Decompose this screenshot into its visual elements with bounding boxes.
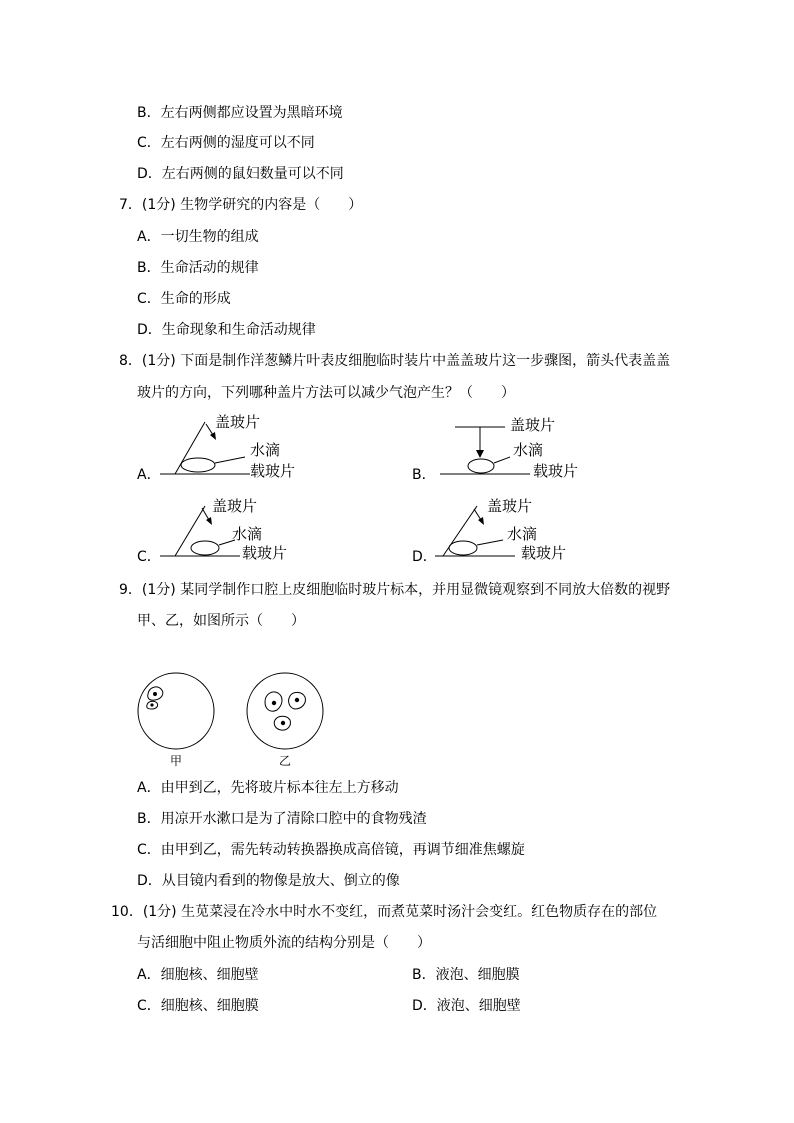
q8-option-b-letter: B． (412, 467, 436, 483)
q6-option-c: C．左右两侧的湿度可以不同 (137, 135, 315, 151)
q8-b-slide-label: 载玻片 (533, 462, 579, 480)
q9-option-c: C．由甲到乙，需先转动转换器换成高倍镜，再调节细准焦螺旋 (137, 842, 525, 858)
q8-stem-line2: 玻片的方向，下列哪种盖片方法可以减少气泡产生？（ ） (137, 385, 515, 401)
field-jia-label: 甲 (170, 754, 183, 768)
field-yi (247, 673, 323, 768)
q8-option-a-letter: A． (137, 467, 161, 483)
q6-option-d: D．左右两侧的鼠妇数量可以不同 (137, 166, 344, 182)
q8-option-b-diagram (435, 410, 585, 480)
q9-microscope-fields (135, 672, 335, 772)
q8-d-water-drop-label: 水滴 (507, 525, 538, 543)
q8-b-cover-slip-label: 盖玻片 (510, 416, 556, 434)
q9-stem-line2: 甲、乙，如图所示（ ） (137, 613, 305, 629)
q10-option-b: B．液泡、细胞膜 (412, 967, 520, 983)
q9-option-a: A．由甲到乙，先将玻片标本往左上方移动 (137, 780, 399, 796)
q9-option-d: D．从目镜内看到的物像是放大、倒立的像 (137, 873, 400, 889)
q7-option-d: D．生命现象和生命活动规律 (137, 322, 316, 338)
field-jia (138, 673, 214, 768)
q10-option-a: A．细胞核、细胞壁 (137, 967, 259, 983)
q8-c-water-drop-label: 水滴 (232, 525, 263, 543)
q7-option-b: B．生命活动的规律 (137, 260, 259, 276)
q8-option-c-letter: C． (137, 549, 161, 565)
q7-stem: 7．(1分) 生物学研究的内容是（ ） (119, 197, 363, 213)
q9-option-b: B．用凉开水漱口是为了清除口腔中的食物残渣 (137, 811, 427, 827)
q7-option-a: A．一切生物的组成 (137, 229, 259, 245)
q8-option-a-diagram (160, 410, 310, 480)
q8-a-cover-slip-label: 盖玻片 (215, 413, 261, 431)
q7-option-c: C．生命的形成 (137, 291, 231, 307)
q8-stem-line1: 8．(1分) 下面是制作洋葱鳞片叶表皮细胞临时装片中盖盖玻片这一步骤图，箭头代表盖盖 (119, 353, 671, 369)
q8-option-d-letter: D． (412, 549, 437, 565)
q8-option-d-diagram (435, 494, 585, 564)
q9-stem-line1: 9．(1分) 某同学制作口腔上皮细胞临时玻片标本，并用显微镜观察到不同放大倍数的视野 (119, 582, 671, 598)
q8-a-water-drop-label: 水滴 (250, 441, 281, 459)
q10-option-c: C．细胞核、细胞膜 (137, 998, 259, 1014)
q8-b-water-drop-label: 水滴 (513, 441, 544, 459)
q8-c-slide-label: 载玻片 (242, 544, 288, 562)
q10-option-d: D．液泡、细胞壁 (412, 998, 521, 1014)
q6-option-b: B．左右两侧都应设置为黑暗环境 (137, 105, 343, 121)
q8-d-slide-label: 载玻片 (521, 544, 567, 562)
q10-stem-line2: 与活细胞中阻止物质外流的结构分别是（ ） (137, 935, 431, 951)
field-yi-label: 乙 (279, 754, 292, 768)
q8-c-cover-slip-label: 盖玻片 (212, 497, 258, 515)
q8-d-cover-slip-label: 盖玻片 (487, 497, 533, 515)
q8-option-c-diagram (160, 494, 310, 564)
q8-a-slide-label: 载玻片 (250, 462, 296, 480)
q10-stem-line1: 10．(1分) 生苋菜浸在冷水中时水不变红，而煮苋菜时汤汁会变红。红色物质存在的部位 (111, 904, 658, 920)
